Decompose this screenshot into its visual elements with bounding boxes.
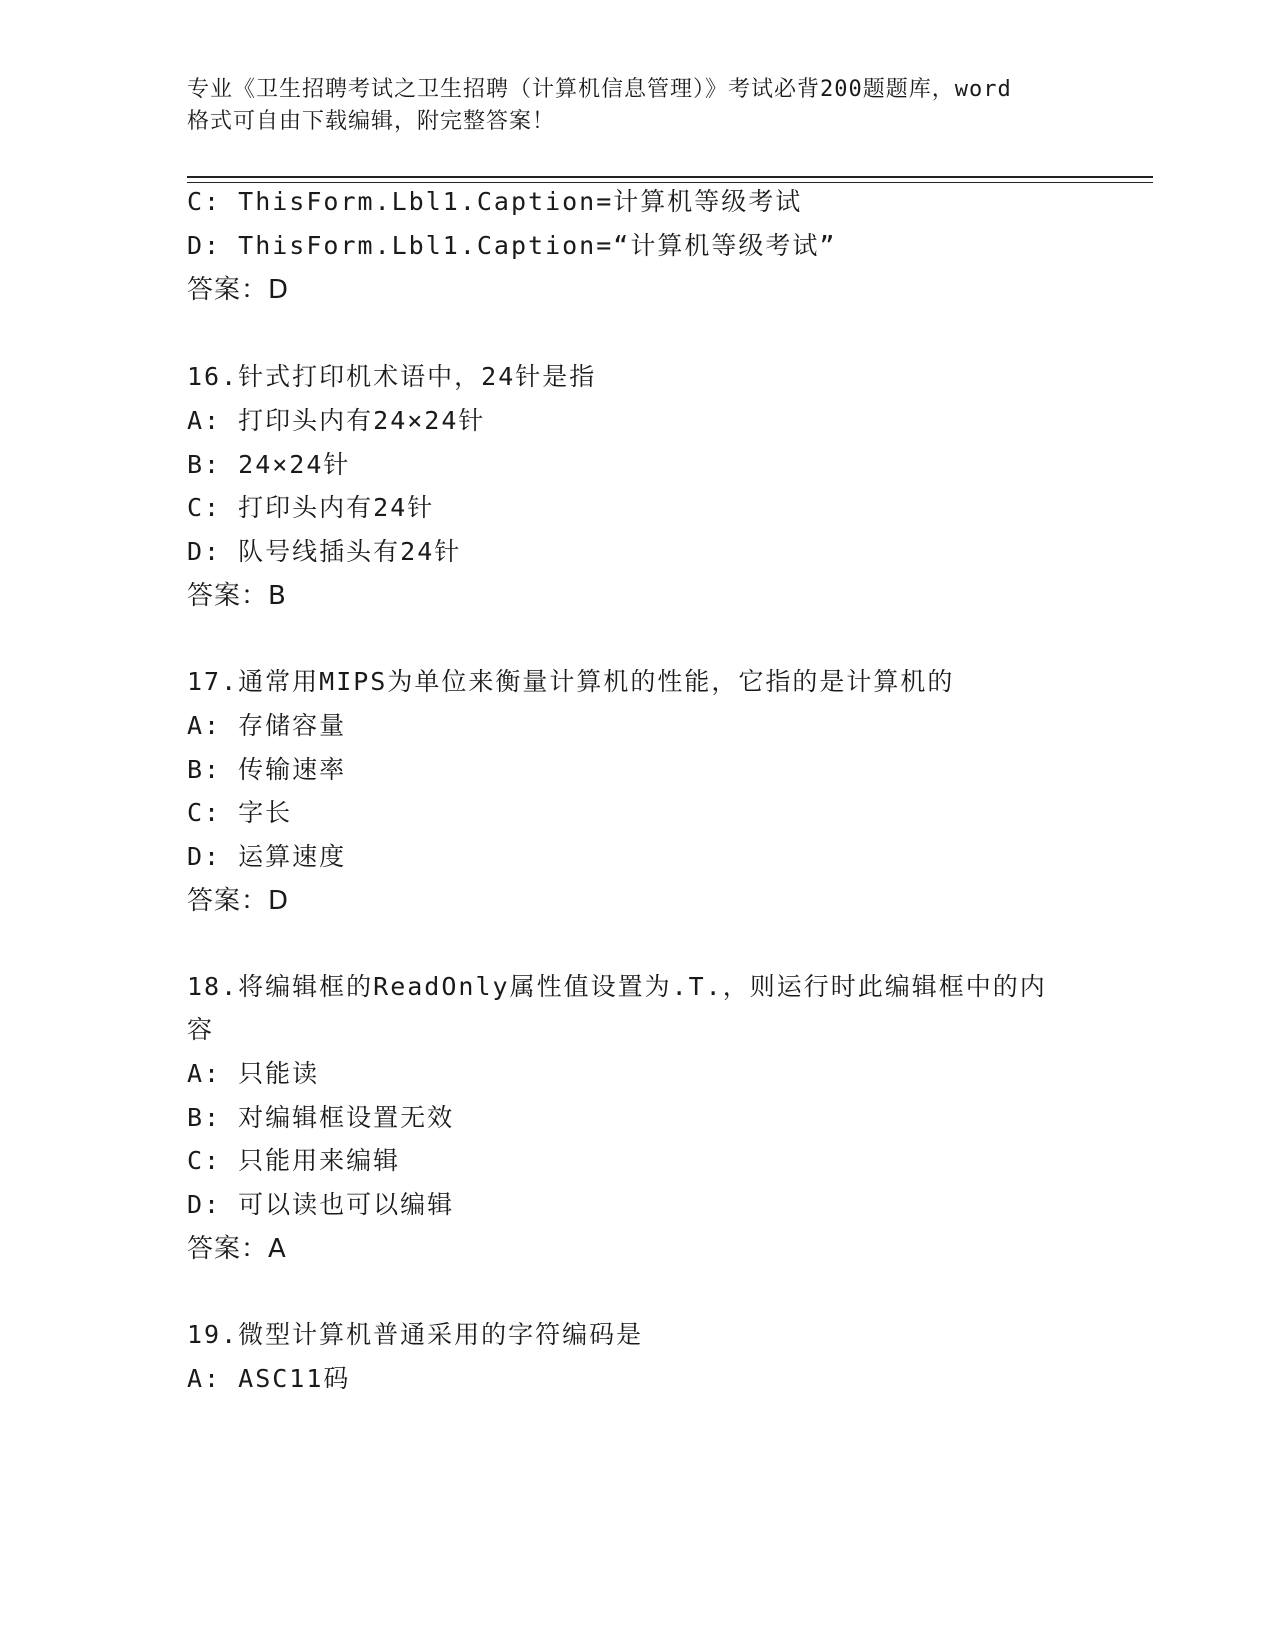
question-16-option-b: B: 24×24针 [187,450,351,479]
answer-17: 答案：D [187,886,290,916]
question-16-option-c: C: 打印头内有24针 [187,493,435,522]
question-18-option-b: B: 对编辑框设置无效 [187,1103,455,1132]
question-17: 17.通常用MIPS为单位来衡量计算机的性能，它指的是计算机的 [187,667,955,696]
header-divider-thin [187,182,1153,183]
question-18-option-a: A: 只能读 [187,1059,320,1088]
answer-16: 答案：B [187,581,287,611]
question-17-option-b: B: 传输速率 [187,755,347,784]
question-16-option-a: A: 打印头内有24×24针 [187,406,486,435]
header-divider-thick [187,176,1153,178]
question-17-option-a: A: 存储容量 [187,711,347,740]
question-18-option-d: D: 可以读也可以编辑 [187,1190,455,1219]
question-18-line-1: 18.将编辑框的ReadOnly属性值设置为.T.，则运行时此编辑框中的内 [187,972,1047,1001]
question-16-option-d: D: 队号线插头有24针 [187,537,462,566]
question-19-option-a: A: ASC11码 [187,1364,351,1393]
question-18-line-2: 容 [187,1015,215,1044]
header-title-line-2: 格式可自由下载编辑，附完整答案！ [187,109,556,134]
answer-18: 答案：A [187,1234,287,1264]
option-d: D: ThisForm.Lbl1.Caption=“计算机等级考试” [187,231,837,260]
question-16: 16.针式打印机术语中，24针是指 [187,362,597,391]
header-title-line-1: 专业《卫生招聘考试之卫生招聘（计算机信息管理）》考试必背200题题库，word [187,77,1012,102]
question-17-option-c: C: 字长 [187,798,293,827]
option-c: C: ThisForm.Lbl1.Caption=计算机等级考试 [187,187,803,216]
question-19: 19.微型计算机普通采用的字符编码是 [187,1320,644,1349]
question-17-option-d: D: 运算速度 [187,842,347,871]
question-18-option-c: C: 只能用来编辑 [187,1146,401,1175]
document-header [187,74,1087,138]
answer-15: 答案：D [187,275,290,305]
